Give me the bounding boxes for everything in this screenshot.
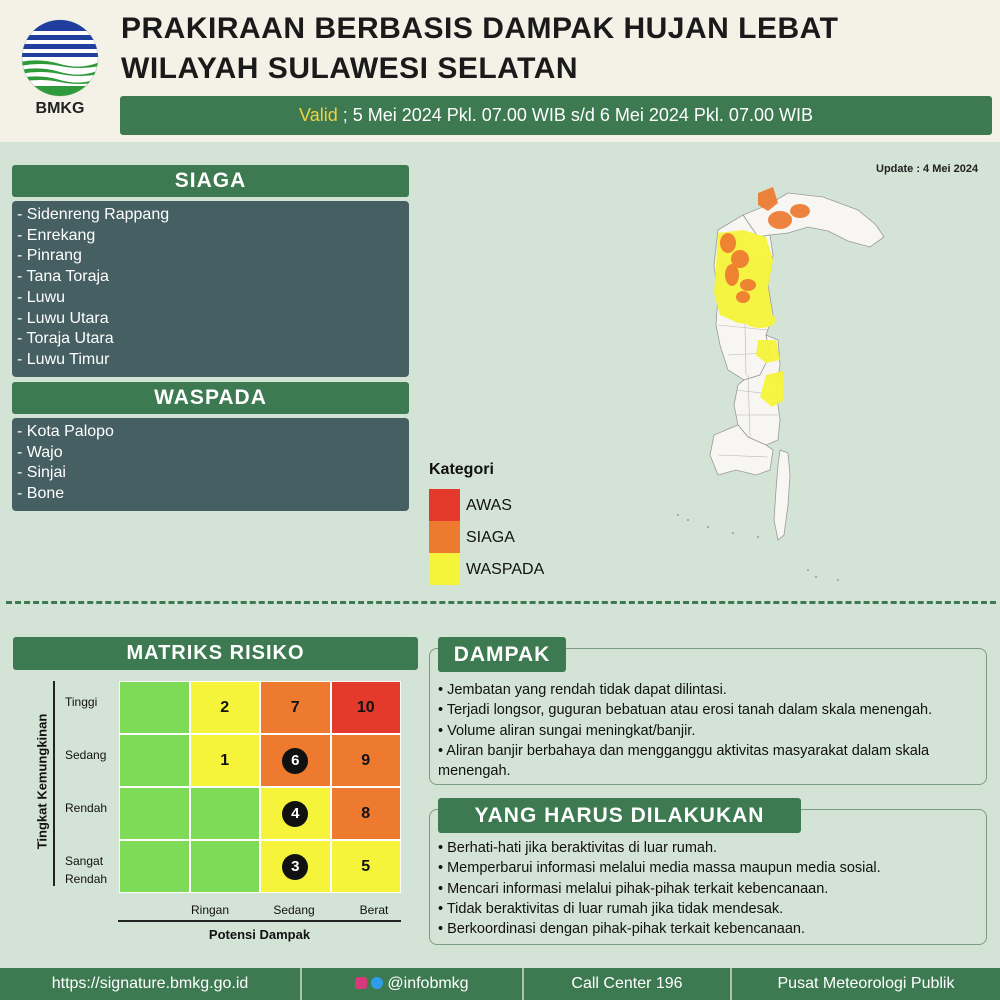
footer — [0, 968, 1000, 1000]
col-label-sedang: Sedang — [273, 903, 315, 917]
legend-swatch — [429, 521, 460, 553]
todo-heading: YANG HARUS DILAKUKAN — [438, 798, 801, 833]
list-item: - Sinjai — [17, 464, 66, 482]
y-axis-line — [53, 681, 55, 886]
dampak-list — [438, 680, 983, 781]
matrix-cell — [119, 681, 190, 734]
todo-list — [438, 838, 983, 939]
matrix-cell — [119, 787, 190, 840]
section-divider — [6, 601, 996, 604]
logo-text: BMKG — [35, 100, 85, 117]
matrix-cell — [260, 840, 331, 893]
x-axis-line — [118, 920, 401, 922]
list-item: • Tidak beraktivitas di luar rumah jika tidak mendesak. — [438, 900, 784, 917]
matrix-heading: MATRIKS RISIKO — [13, 637, 418, 670]
matrix-cell — [260, 787, 331, 840]
list-item: - Luwu Utara — [17, 309, 109, 327]
list-item: - Enrekang — [17, 226, 96, 244]
col-label-ringan: Ringan — [190, 903, 230, 917]
list-item: • Aliran banjir berbahaya dan mengganggu aktivitas masyarakat dalam skala menengah. — [438, 742, 930, 780]
footer-center-name: Pusat Meteorologi Publik — [777, 975, 955, 992]
list-item: • Mencari informasi melalui pihak-pihak terkait kebencanaan. — [438, 880, 829, 897]
validity-bar — [120, 96, 992, 135]
legend-swatch — [429, 553, 460, 585]
title-line-2: WILAYAH SULAWESI SELATAN — [121, 52, 579, 85]
legend-title: Kategori — [429, 461, 494, 478]
matrix-cell-value: 6 — [282, 748, 308, 774]
list-item: - Bone — [17, 485, 65, 503]
matrix-cell-value: 1 — [220, 751, 230, 769]
row-label-tinggi: Tinggi — [65, 695, 98, 709]
row-label-rendah: Rendah — [65, 801, 108, 815]
list-item: - Luwu — [17, 288, 66, 306]
legend-label: WASPADA — [466, 561, 545, 578]
valid-period: ; 5 Mei 2024 Pkl. 07.00 WIB s/d 6 Mei 2024 Pkl. 07.00 WIB — [337, 105, 813, 125]
matrix-cell-value: 5 — [361, 857, 371, 875]
matrix-cell-value: 4 — [282, 801, 308, 827]
social-handle: @infobmkg — [387, 975, 469, 992]
list-item: - Pinrang — [17, 247, 82, 265]
bmkg-emblem-icon — [20, 18, 100, 98]
matrix-cell — [190, 787, 261, 840]
dampak-heading: DAMPAK — [438, 637, 566, 672]
row-label-sangat-rendah: Sangat Rendah — [65, 854, 108, 886]
valid-label: Valid — [299, 105, 338, 125]
matrix-cell — [190, 681, 261, 734]
list-item: • Volume aliran sungai meningkat/banjir. — [438, 722, 696, 739]
footer-website-link[interactable]: https://signature.bmkg.go.id — [51, 975, 249, 992]
legend-swatch — [429, 489, 460, 521]
matrix-cell-value: 8 — [361, 804, 371, 822]
footer-call-center: Call Center 196 — [571, 975, 683, 992]
twitter-icon — [371, 977, 383, 989]
matrix-cell-value: 9 — [361, 751, 371, 769]
header — [0, 0, 1000, 142]
col-label-berat: Berat — [359, 903, 389, 917]
matrix-cell — [331, 787, 402, 840]
list-item: - Luwu Timur — [17, 350, 110, 368]
list-item: • Terjadi longsor, guguran bebatuan atau erosi tanah dalam skala menengah. — [438, 702, 933, 719]
bmkg-logo — [20, 18, 100, 123]
row-label-sedang: Sedang — [65, 748, 107, 762]
matrix-cell — [190, 840, 261, 893]
page-title — [121, 9, 981, 89]
list-item: - Sidenreng Rappang — [17, 206, 170, 223]
matrix-x-label: Potensi Dampak — [208, 927, 311, 942]
matrix-cell — [331, 734, 402, 787]
matrix-cell-value: 3 — [282, 854, 308, 880]
list-item: - Toraja Utara — [17, 330, 114, 348]
matrix-cell — [331, 681, 402, 734]
list-item: • Jembatan yang rendah tidak dapat dilintasi. — [438, 682, 727, 698]
matrix-cell — [331, 840, 402, 893]
siaga-heading: SIAGA — [12, 165, 409, 197]
footer-social[interactable] — [302, 968, 522, 1000]
legend-label: SIAGA — [466, 529, 515, 546]
list-item: • Berhati-hati jika beraktivitas di luar rumah. — [438, 840, 718, 856]
matrix-cell — [260, 681, 331, 734]
matrix-cell-value: 2 — [220, 698, 230, 716]
matrix-cell — [260, 734, 331, 787]
matrix-cell-value: 10 — [356, 698, 375, 716]
matrix-cell — [119, 734, 190, 787]
instagram-icon — [355, 977, 367, 989]
matrix-cell — [190, 734, 261, 787]
list-item: • Memperbarui informasi melalui media massa maupun media sosial. — [438, 860, 881, 877]
title-line-1: PRAKIRAAN BERBASIS DAMPAK HUJAN LEBAT — [121, 12, 839, 45]
legend-label: AWAS — [466, 497, 512, 514]
south-sulawesi-map — [648, 175, 908, 595]
list-item: - Kota Palopo — [17, 423, 114, 440]
waspada-heading: WASPADA — [12, 382, 409, 414]
matrix-y-label: Tingkat Kemungkinan — [34, 713, 50, 850]
matrix-cell-value: 7 — [290, 698, 300, 716]
matrix-cell — [119, 840, 190, 893]
list-item: • Berkoordinasi dengan pihak-pihak terkait kebencanaan. — [438, 921, 806, 938]
list-item: - Wajo — [17, 443, 63, 461]
siaga-list — [12, 201, 409, 377]
waspada-list — [12, 418, 409, 511]
update-date: Update : 4 Mei 2024 — [876, 163, 979, 175]
list-item: - Tana Toraja — [17, 268, 109, 286]
